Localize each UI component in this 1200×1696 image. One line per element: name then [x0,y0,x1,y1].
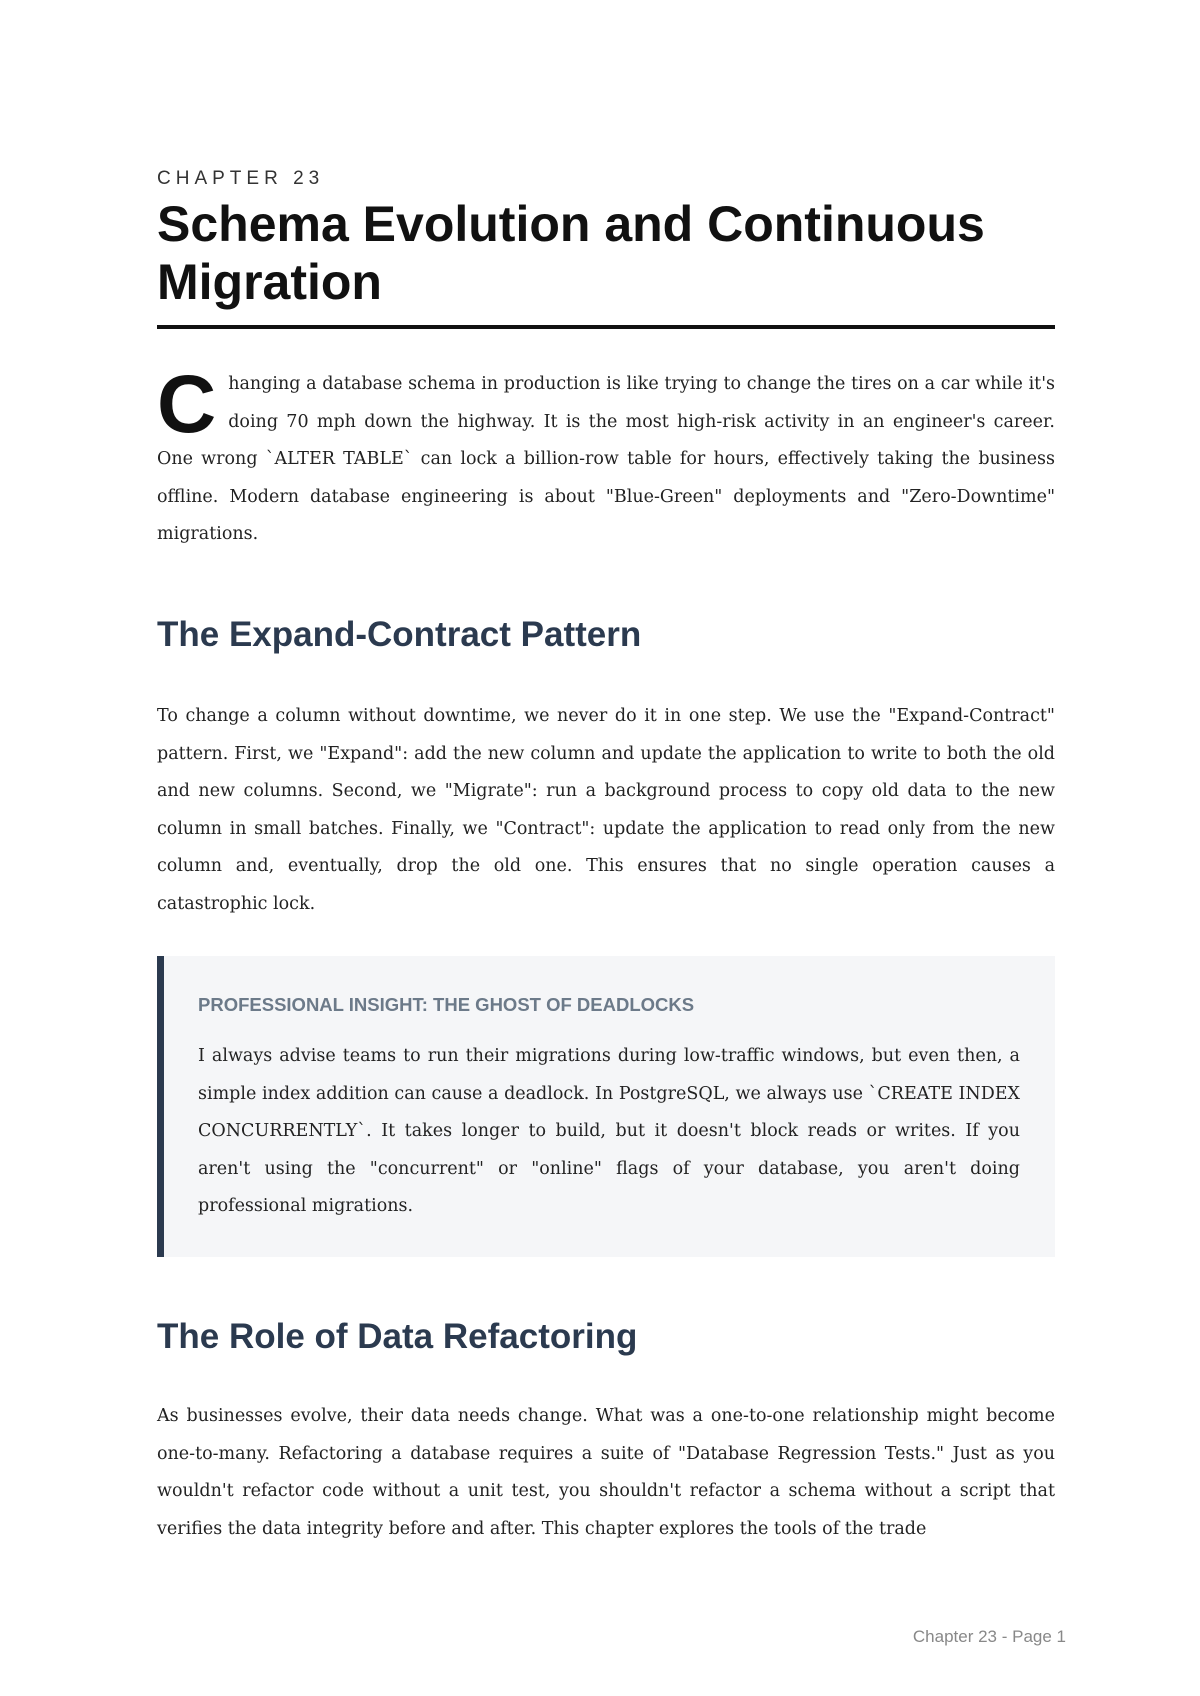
intro-paragraph [157,359,1055,554]
section-heading-data-refactoring: The Role of Data Refactoring [157,1317,638,1356]
expand-contract-paragraph: To change a column without downtime, we never do it in one step. We use the "Expand-Contract" pattern. First, we "Expand": add the new column and update the application to write to both the old and new columns. Second, we "Migrate": run a background process to copy old data to the new column in small batches. Finally, we "Contract": update the application to read only from the new column and, eventually, drop the old one. This ensures that no single operation causes a catastrophic lock. [157,706,1055,914]
callout-label: PROFESSIONAL INSIGHT: THE GHOST OF DEADLOCKS [198,994,695,1015]
drop-cap: C [157,359,217,450]
callout-text: I always advise teams to run their migrations during low-traffic windows, but even then, a simple index addition can cause a deadlock. In PostgreSQL, we always use `CREATE INDEX CONCURRENTLY`. It takes longer to build, but it doesn't block reads or writes. If you aren't using the "concurrent" or "online" flags of your database, you aren't doing professional migrations. [198,1046,1020,1216]
chapter-title: Schema Evolution and Continuous Migration [157,196,985,310]
chapter-label: CHAPTER 23 [157,168,325,189]
data-refactoring-paragraph: As businesses evolve, their data needs change. What was a one-to-one relationship might become one-to-many. Refactoring a database requires a suite of "Database Regression Tests." Just as you wouldn't refactor code without a unit test, you shouldn't refactor a schema without a script that verifies the data integrity before and after. This chapter explores the tools of the trade [157,1406,1055,1539]
page-footer: Chapter 23 - Page 1 [912,1627,1066,1646]
insight-callout [157,956,1055,1257]
title-divider [157,325,1055,329]
section-heading-expand-contract: The Expand-Contract Pattern [157,615,642,654]
intro-text: hanging a database schema in production is like trying to change the tires on a car while it's doing 70 mph down the highway. It is the most high-risk activity in an engineer's career. One wrong `ALTER TABLE` can lock a billion-row table for hours, effectively taking the business offline. Modern database engineering is about "Blue-Green" deployments and "Zero-Downtime" migrations. [157,374,1055,544]
